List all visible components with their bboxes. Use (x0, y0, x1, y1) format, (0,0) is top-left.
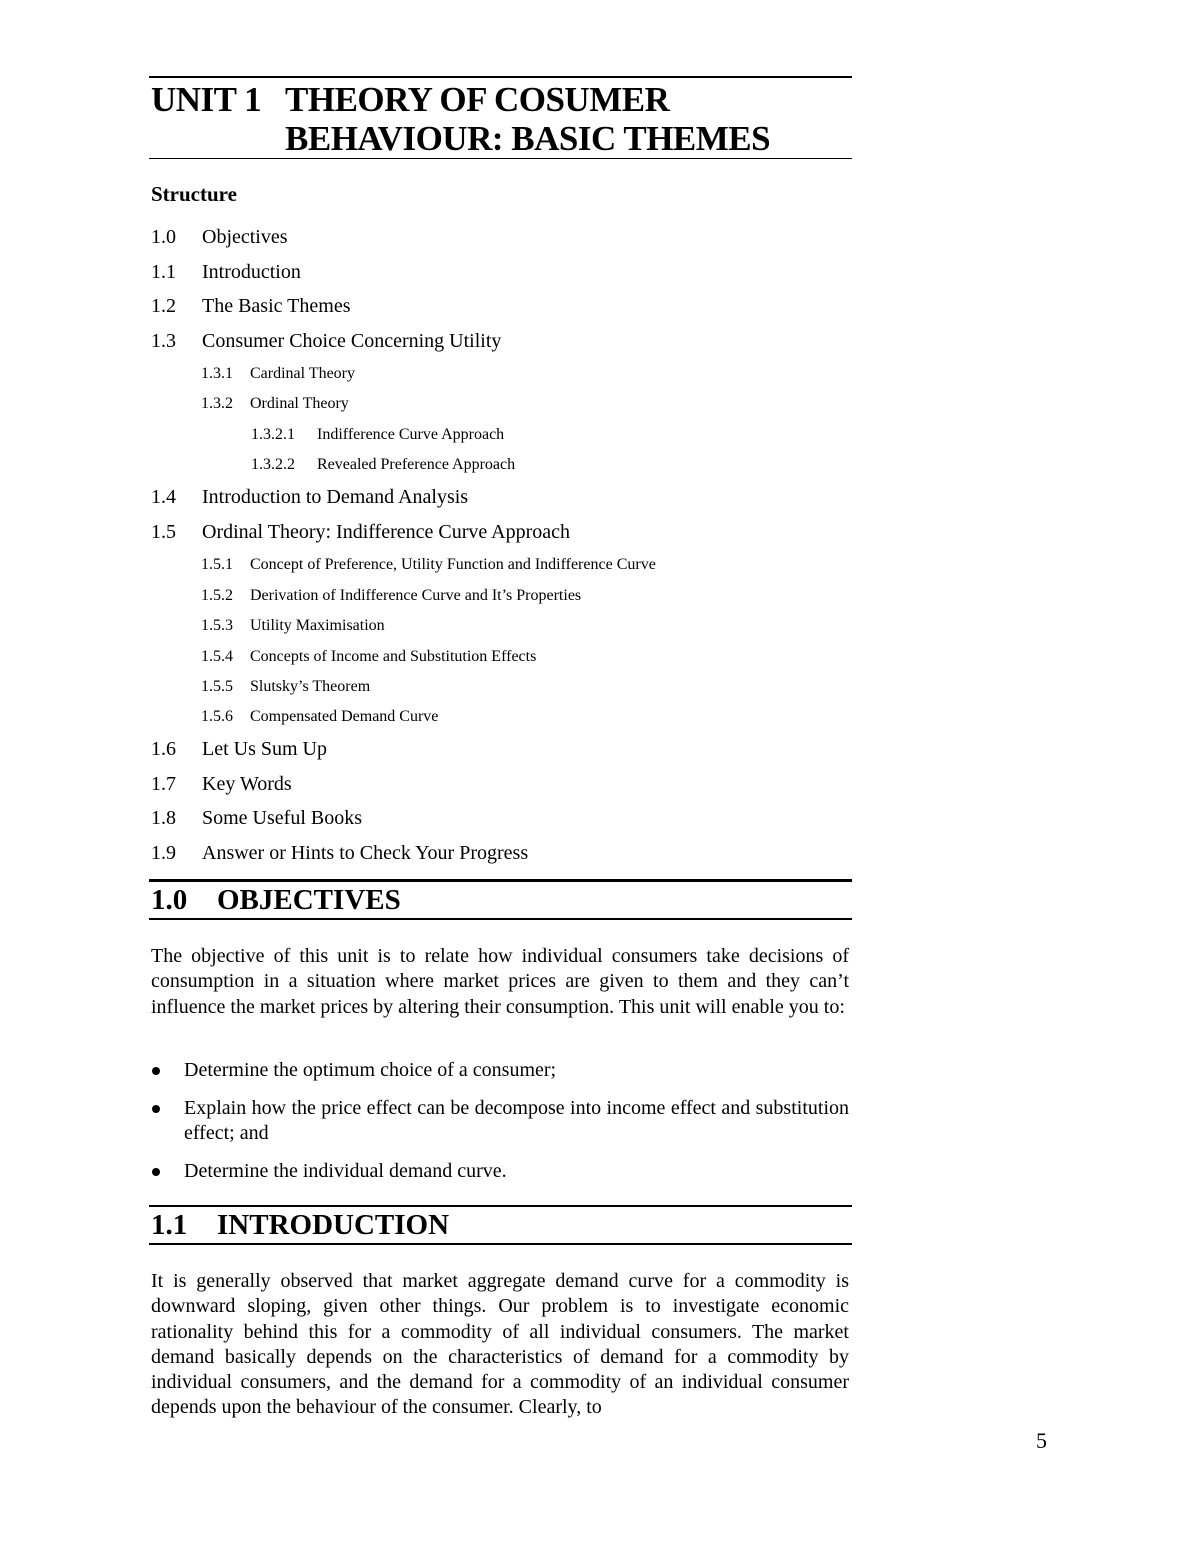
toc-title: Consumer Choice Concerning Utility (202, 330, 502, 352)
toc-title: Let Us Sum Up (202, 738, 327, 760)
toc-number: 1.5.2 (201, 587, 233, 604)
bullet-icon (152, 1105, 160, 1113)
objectives-list (151, 1058, 849, 1197)
toc-number: 1.5.4 (201, 648, 233, 665)
toc-title: Concept of Preference, Utility Function and Indifference Curve (250, 556, 656, 573)
list-item (151, 1096, 849, 1147)
introduction-paragraph: It is generally observed that market aggregate demand curve for a commodity is downward sloping, given other things. Our problem is to investigate economic rationality behind this for a commodity of all individual consumers. The market demand basically depends on the characteristics of demand for a commodity by individual consumers, and the demand for a commodity of an individual consumer depends upon the behaviour of the consumer. Clearly, to (151, 1270, 849, 1419)
toc-number: 1.0 (151, 226, 176, 248)
list-item-text: Determine the optimum choice of a consumer; (184, 1059, 557, 1081)
toc-title: Derivation of Indifference Curve and It’s Properties (250, 587, 582, 604)
list-item-text: Determine the individual demand curve. (184, 1159, 507, 1182)
toc-number: 1.7 (151, 773, 176, 795)
toc-number: 1.3.1 (201, 365, 233, 382)
toc-title: Introduction to Demand Analysis (202, 486, 469, 508)
toc-number: 1.3.2.2 (251, 456, 295, 473)
toc-number: 1.5.3 (201, 617, 233, 634)
list-item (151, 1159, 849, 1184)
section-number: 1.1 (151, 1209, 188, 1241)
list-item-text: Explain how the price effect can be decompose into income effect and substitution effect; and (184, 1096, 849, 1145)
unit-number: UNIT 1 (151, 80, 262, 119)
toc-title: Compensated Demand Curve (250, 708, 439, 725)
toc-number: 1.5.5 (201, 678, 233, 695)
toc-title: Answer or Hints to Check Your Progress (202, 842, 529, 864)
toc-title: Revealed Preference Approach (317, 456, 516, 473)
unit-title-rule (149, 158, 852, 159)
toc-number: 1.3.2 (201, 395, 233, 412)
toc-number: 1.5.6 (201, 708, 233, 725)
toc-title: Indifference Curve Approach (317, 426, 505, 443)
toc-number: 1.5.1 (201, 556, 233, 573)
toc-number: 1.4 (151, 486, 176, 508)
top-rule (149, 76, 852, 78)
section-rule-top (149, 1205, 852, 1207)
toc-title: Slutsky’s Theorem (250, 678, 371, 695)
toc-title: Concepts of Income and Substitution Effects (250, 648, 537, 665)
toc-title: The Basic Themes (202, 295, 351, 317)
section-rule-bottom (149, 1243, 852, 1245)
toc-title: Ordinal Theory (250, 395, 349, 412)
toc-title: Utility Maximisation (250, 617, 385, 634)
bullet-icon (152, 1067, 160, 1075)
toc-title: Objectives (202, 226, 288, 248)
page-number: 5 (1036, 1428, 1047, 1453)
toc-number: 1.2 (151, 295, 176, 317)
unit-title-line1: THEORY OF COSUMER (285, 80, 670, 119)
toc-number: 1.9 (151, 842, 176, 864)
toc-title: Ordinal Theory: Indifference Curve Approach (202, 521, 571, 543)
toc-number: 1.3.2.1 (251, 426, 295, 443)
toc-number: 1.3 (151, 330, 176, 352)
toc-title: Cardinal Theory (250, 365, 356, 382)
objectives-paragraph: The objective of this unit is to relate how individual consumers take decisions of consumption in a situation where market prices are given to them and they can’t influence the market prices by altering their consumption. This unit will enable you to: (151, 945, 849, 1018)
section-rule-bottom (149, 918, 852, 920)
section-number: 1.0 (151, 884, 188, 916)
section-rule-top (149, 879, 852, 882)
toc-number: 1.8 (151, 807, 176, 829)
section-title: INTRODUCTION (217, 1209, 450, 1241)
section-title: OBJECTIVES (217, 884, 401, 916)
list-item (151, 1058, 849, 1083)
toc-title: Some Useful Books (202, 807, 362, 829)
toc-number: 1.1 (151, 261, 176, 283)
toc-number: 1.6 (151, 738, 176, 760)
bullet-icon (152, 1168, 160, 1176)
toc-title: Introduction (202, 261, 301, 283)
structure-heading: Structure (151, 182, 237, 206)
unit-title-line2: BEHAVIOUR: BASIC THEMES (285, 119, 771, 158)
toc-number: 1.5 (151, 521, 176, 543)
toc-title: Key Words (202, 773, 292, 795)
